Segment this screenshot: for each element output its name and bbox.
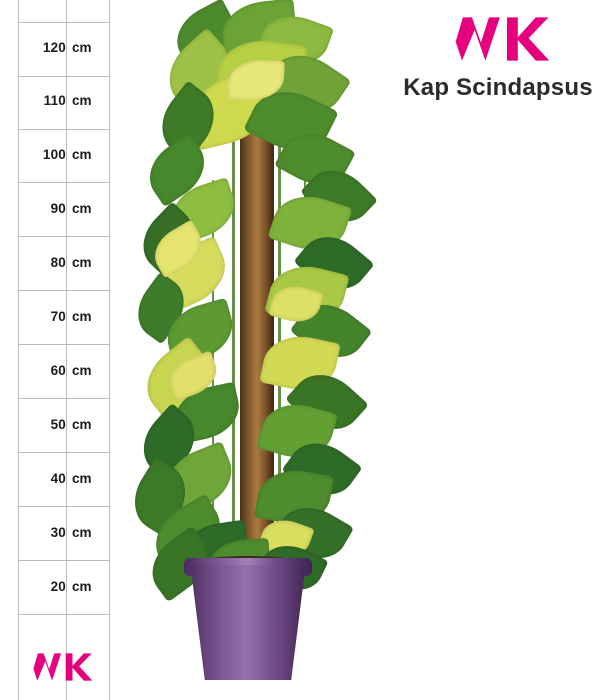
ruler-gridline	[18, 182, 110, 183]
ruler-tick-unit: cm	[72, 363, 92, 378]
ruler-tick-unit: cm	[72, 40, 92, 55]
ruler-tick-value: 30	[50, 525, 66, 540]
ruler-tick-unit: cm	[72, 579, 92, 594]
ruler-gridline	[18, 290, 110, 291]
ruler-tick-value: 40	[50, 471, 66, 486]
ruler-tick-unit: cm	[72, 471, 92, 486]
ruler-tick-unit: cm	[72, 417, 92, 432]
ruler-gridline	[18, 506, 110, 507]
wk-monogram-icon	[26, 646, 94, 688]
wk-monogram-icon	[442, 12, 554, 66]
ruler-tick-unit: cm	[72, 201, 92, 216]
ruler-tick-unit: cm	[72, 147, 92, 162]
ruler-gridline	[18, 22, 110, 23]
measuring-ruler	[18, 0, 110, 700]
ruler-gridline	[18, 129, 110, 130]
ruler-gridline	[18, 614, 110, 615]
ruler-line-mid	[66, 0, 67, 700]
ruler-tick-value: 120	[42, 40, 66, 55]
ruler-tick-value: 20	[50, 579, 66, 594]
ruler-gridline	[18, 398, 110, 399]
ruler-gridline	[18, 344, 110, 345]
plant-pot	[188, 565, 308, 680]
ruler-tick-value: 50	[50, 417, 66, 432]
ruler-gridline	[18, 452, 110, 453]
ruler-tick-value: 70	[50, 309, 66, 324]
ruler-gridline	[18, 560, 110, 561]
ruler-tick-unit: cm	[72, 93, 92, 108]
ruler-tick-value: 90	[50, 201, 66, 216]
ruler-tick-value: 110	[43, 93, 66, 108]
ruler-tick-value: 60	[50, 363, 66, 378]
brand-name: Kap Scindapsus	[403, 74, 593, 101]
ruler-line-right	[109, 0, 110, 700]
ruler-tick-value: 80	[50, 255, 66, 270]
plant-photo	[112, 0, 392, 700]
ruler-tick-unit: cm	[72, 525, 92, 540]
ruler-tick-unit: cm	[72, 255, 92, 270]
ruler-gridline	[18, 76, 110, 77]
ruler-gridline	[18, 236, 110, 237]
ruler-tick-value: 100	[42, 147, 66, 162]
ruler-tick-unit: cm	[72, 309, 92, 324]
brand-block	[393, 12, 603, 102]
